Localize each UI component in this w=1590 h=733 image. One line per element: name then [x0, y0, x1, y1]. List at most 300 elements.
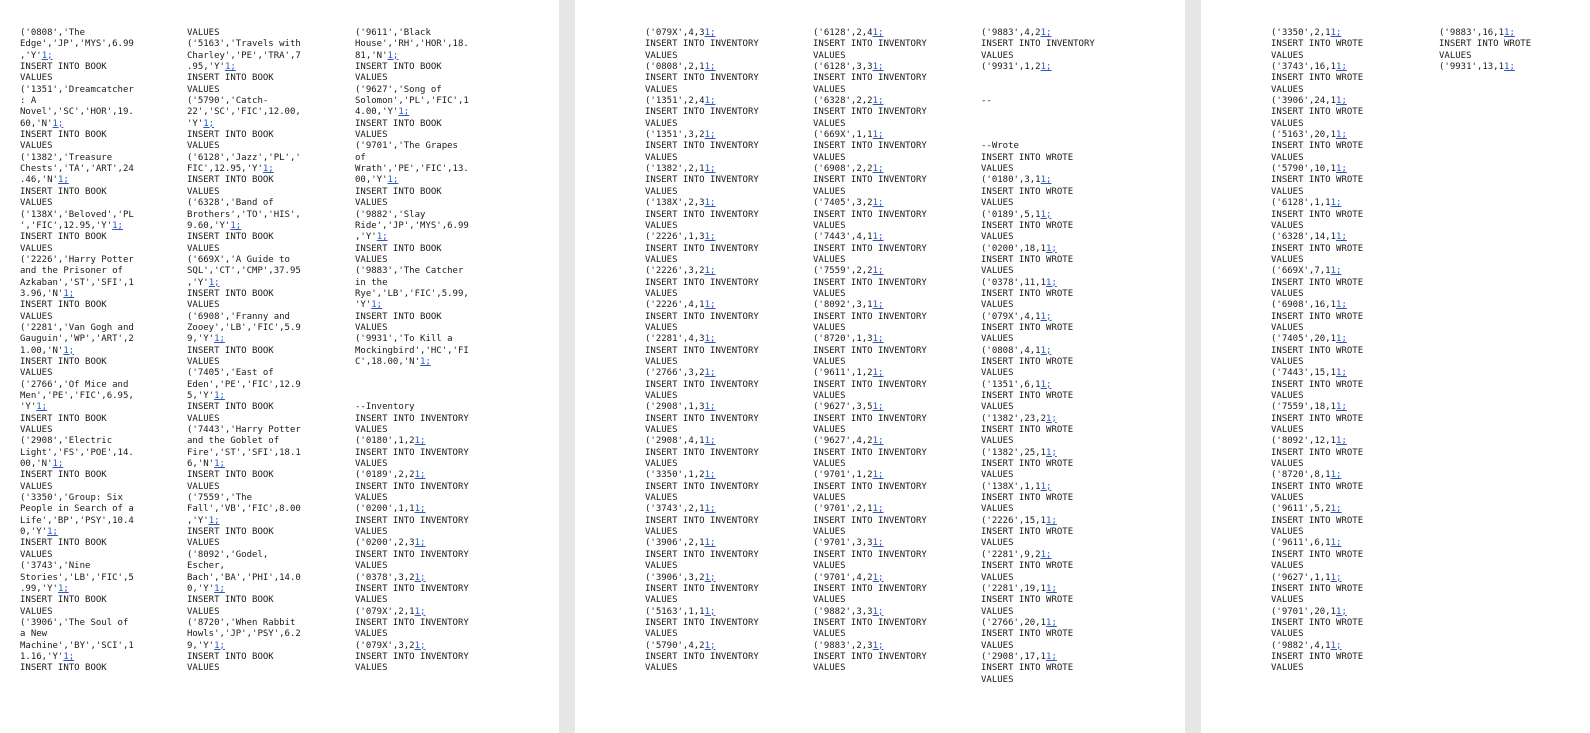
- statement-terminator-link[interactable]: 1;: [1040, 549, 1052, 560]
- code-line: [355, 346, 469, 357]
- code-text: ('6128','Jazz','PL',': [187, 152, 301, 163]
- code-line: [981, 278, 1095, 289]
- code-line: [355, 51, 469, 62]
- statement-terminator-link[interactable]: 1;: [872, 96, 884, 107]
- code-text: Zooey','LB','FIC',5.9: [187, 322, 301, 333]
- statement-terminator-link[interactable]: 1;: [1330, 28, 1342, 38]
- statement-terminator-link[interactable]: 1;: [1330, 504, 1342, 515]
- code-line: [20, 334, 134, 345]
- code-text: INSERT INTO WROTE: [981, 459, 1074, 470]
- code-text: VALUES: [645, 220, 678, 231]
- code-line: [1271, 39, 1363, 50]
- code-line: [813, 141, 927, 152]
- code-text: Edge','JP','MYS',6.99: [20, 39, 134, 50]
- statement-terminator-link[interactable]: 1;: [872, 62, 884, 73]
- statement-terminator-link[interactable]: 1;: [872, 640, 884, 651]
- code-line: [187, 573, 301, 584]
- code-line: [355, 459, 469, 470]
- code-line: [813, 391, 927, 402]
- statement-terminator-link[interactable]: 1;: [1046, 583, 1057, 594]
- statement-terminator-link[interactable]: 1;: [704, 62, 716, 73]
- statement-terminator-link[interactable]: 1;: [230, 220, 242, 231]
- code-line: [355, 175, 469, 186]
- statement-terminator-link[interactable]: 1;: [1046, 651, 1057, 662]
- code-line: [645, 493, 759, 504]
- code-line: [981, 164, 1095, 175]
- statement-terminator-link[interactable]: 1;: [1040, 209, 1052, 220]
- code-line: [1439, 39, 1531, 50]
- code-text: ('8720',1,3: [813, 334, 873, 345]
- statement-terminator-link[interactable]: 1;: [1040, 311, 1052, 322]
- code-line: [187, 538, 301, 549]
- code-line: [813, 255, 927, 266]
- code-line: [355, 357, 469, 368]
- code-text: ('1382','Treasure: [20, 152, 113, 163]
- code-line: [1271, 504, 1363, 515]
- statement-terminator-link[interactable]: 1;: [414, 572, 426, 583]
- code-text: ('9701',3,3: [813, 538, 873, 549]
- code-text: INSERT INTO BOOK: [187, 651, 274, 662]
- statement-terminator-link[interactable]: 1;: [704, 266, 716, 277]
- code-text: 9.60,'Y': [187, 220, 231, 231]
- code-text: 0,'Y': [187, 583, 215, 594]
- code-text: INSERT INTO WROTE: [1271, 243, 1364, 254]
- statement-terminator-link[interactable]: 1;: [872, 164, 884, 175]
- code-line: [355, 107, 469, 118]
- code-text: INSERT INTO WROTE: [1271, 651, 1364, 662]
- code-text: VALUES: [981, 436, 1014, 447]
- statement-terminator-link[interactable]: 1;: [1046, 515, 1057, 526]
- statement-terminator-link[interactable]: 1;: [872, 28, 884, 38]
- statement-terminator-link[interactable]: 1;: [872, 402, 884, 413]
- code-line: [645, 391, 759, 402]
- code-line: [1271, 368, 1363, 379]
- code-line: [813, 312, 927, 323]
- code-text: ('5163','Travels with: [187, 39, 301, 50]
- statement-terminator-link[interactable]: 1;: [872, 368, 884, 379]
- statement-terminator-link[interactable]: 1;: [376, 232, 388, 243]
- statement-terminator-link[interactable]: 1;: [704, 164, 716, 175]
- statement-terminator-link[interactable]: 1;: [1046, 413, 1057, 424]
- statement-terminator-link[interactable]: 1;: [704, 402, 716, 413]
- statement-terminator-link[interactable]: 1;: [1330, 640, 1342, 651]
- statement-terminator-link[interactable]: 1;: [214, 334, 225, 345]
- code-text: Stories','LB','FIC',5: [20, 572, 134, 583]
- code-text: INSERT INTO INVENTORY: [355, 481, 469, 492]
- code-line: [981, 232, 1095, 243]
- code-line: [20, 39, 134, 50]
- statement-terminator-link[interactable]: 1;: [224, 62, 236, 73]
- code-text: ('6908','Franny and: [187, 311, 290, 322]
- code-text: ('2908',1,3: [645, 402, 705, 413]
- statement-terminator-link[interactable]: 1;: [52, 118, 64, 129]
- statement-terminator-link[interactable]: 1;: [52, 459, 64, 470]
- code-line: [20, 323, 134, 334]
- code-text: 6,'N': [187, 459, 215, 470]
- statement-terminator-link[interactable]: 1;: [1336, 436, 1347, 447]
- code-line: [355, 289, 469, 300]
- code-text: INSERT INTO INVENTORY: [645, 141, 759, 152]
- code-line: [1271, 62, 1363, 73]
- code-line: [187, 62, 301, 73]
- code-text: Azkaban','ST','SFI',1: [20, 277, 134, 288]
- statement-terminator-link[interactable]: 1;: [872, 130, 884, 141]
- code-text: ('9701',20,1: [1271, 606, 1337, 617]
- code-text: VALUES: [355, 322, 388, 333]
- code-text: VALUES: [813, 220, 846, 231]
- statement-terminator-link[interactable]: 1;: [1040, 481, 1052, 492]
- statement-terminator-link[interactable]: 1;: [1046, 447, 1057, 458]
- code-text: INSERT INTO WROTE: [1271, 311, 1364, 322]
- code-text: VALUES: [645, 322, 678, 333]
- code-text: ('8720','When Rabbit: [187, 617, 296, 628]
- code-line: [813, 538, 927, 549]
- code-line: [1271, 391, 1363, 402]
- statement-terminator-link[interactable]: 1;: [872, 334, 884, 345]
- statement-terminator-link[interactable]: 1;: [704, 232, 716, 243]
- code-text: INSERT INTO BOOK: [187, 402, 274, 413]
- statement-terminator-link[interactable]: 1;: [214, 459, 225, 470]
- code-text: INSERT INTO WROTE: [1271, 209, 1364, 220]
- code-text: VALUES: [20, 141, 53, 152]
- statement-terminator-link[interactable]: 1;: [1336, 62, 1347, 73]
- code-text: VALUES: [1271, 186, 1304, 197]
- statement-terminator-link[interactable]: 1;: [1336, 232, 1347, 243]
- code-line: [645, 28, 759, 39]
- statement-terminator-link[interactable]: 1;: [1040, 175, 1052, 186]
- statement-terminator-link[interactable]: 1;: [704, 300, 716, 311]
- code-text: Rye','LB','FIC',5.99,: [355, 288, 469, 299]
- code-text: ('7443',4,1: [813, 232, 873, 243]
- code-line: [1271, 153, 1363, 164]
- code-text: ('9627',1,1: [1271, 572, 1331, 583]
- statement-terminator-link[interactable]: 1;: [112, 220, 123, 231]
- code-line: [355, 153, 469, 164]
- code-text: ('8092','Godel,: [187, 549, 269, 560]
- code-line: [645, 51, 759, 62]
- statement-terminator-link[interactable]: 1;: [1330, 538, 1342, 549]
- statement-terminator-link[interactable]: 1;: [704, 538, 716, 549]
- code-text: INSERT INTO INVENTORY: [645, 515, 759, 526]
- statement-terminator-link[interactable]: 1;: [414, 436, 426, 447]
- statement-terminator-link[interactable]: 1;: [1040, 379, 1052, 390]
- code-text: VALUES: [1439, 50, 1472, 61]
- code-line: [981, 73, 1095, 84]
- code-line: [355, 618, 469, 629]
- code-line: [20, 28, 134, 39]
- statement-terminator-link[interactable]: 1;: [704, 572, 716, 583]
- code-line: [1271, 28, 1363, 39]
- statement-terminator-link[interactable]: 1;: [1336, 130, 1347, 141]
- code-text: ('079X',3,2: [355, 640, 415, 651]
- statement-terminator-link[interactable]: 1;: [57, 175, 69, 186]
- code-text: VALUES: [981, 640, 1014, 651]
- statement-terminator-link[interactable]: 1;: [214, 391, 225, 401]
- code-text: --Wrote: [981, 141, 1019, 152]
- code-line: [20, 641, 134, 652]
- code-line: [1271, 107, 1363, 118]
- code-text: ('9611','Black: [355, 28, 431, 38]
- statement-terminator-link[interactable]: 1;: [1336, 402, 1347, 413]
- code-text: INSERT INTO BOOK: [355, 243, 442, 254]
- code-text: Mockingbird','HC','FI: [355, 345, 469, 356]
- statement-terminator-link[interactable]: 1;: [1330, 198, 1342, 209]
- code-text: INSERT INTO INVENTORY: [355, 549, 469, 560]
- statement-terminator-link[interactable]: 1;: [1504, 28, 1515, 38]
- code-line: [813, 278, 927, 289]
- code-text: ('3350',2,1: [1271, 28, 1331, 38]
- code-text: VALUES: [355, 459, 388, 470]
- code-line: [20, 414, 134, 425]
- code-text: INSERT INTO INVENTORY: [645, 311, 759, 322]
- code-text: INSERT INTO WROTE: [1271, 107, 1364, 118]
- statement-terminator-link[interactable]: 1;: [1336, 334, 1347, 345]
- code-text: VALUES: [1271, 561, 1304, 572]
- code-line: [1271, 346, 1363, 357]
- code-line: [20, 312, 134, 323]
- statement-terminator-link[interactable]: 1;: [203, 118, 215, 129]
- statement-terminator-link[interactable]: 1;: [1046, 617, 1057, 628]
- code-line: [645, 470, 759, 481]
- code-line: [355, 368, 469, 379]
- code-line: [1271, 357, 1363, 368]
- code-text: ('669X',1,1: [813, 130, 873, 141]
- statement-terminator-link[interactable]: 1;: [414, 640, 426, 651]
- statement-terminator-link[interactable]: 1;: [704, 470, 716, 481]
- statement-terminator-link[interactable]: 1;: [704, 28, 716, 38]
- statement-terminator-link[interactable]: 1;: [704, 96, 716, 107]
- code-line: [645, 607, 759, 618]
- code-text: INSERT INTO INVENTORY: [645, 413, 759, 424]
- code-text: ('0180',1,2: [355, 436, 415, 447]
- code-text: VALUES: [645, 288, 678, 299]
- statement-terminator-link[interactable]: 1;: [704, 334, 716, 345]
- statement-terminator-link[interactable]: 1;: [208, 515, 220, 526]
- code-line: [355, 119, 469, 130]
- code-line: [20, 561, 134, 572]
- statement-terminator-link[interactable]: 1;: [41, 50, 53, 61]
- code-line: [20, 107, 134, 118]
- statement-terminator-link[interactable]: 1;: [1336, 606, 1347, 617]
- statement-terminator-link[interactable]: 1;: [371, 300, 383, 311]
- statement-terminator-link[interactable]: 1;: [704, 130, 716, 141]
- code-text: INSERT INTO INVENTORY: [813, 651, 927, 662]
- code-line: [1271, 85, 1363, 96]
- code-line: [813, 663, 927, 674]
- statement-terminator-link[interactable]: 1;: [57, 583, 69, 594]
- statement-terminator-link[interactable]: 1;: [704, 436, 716, 447]
- statement-terminator-link[interactable]: 1;: [1046, 243, 1057, 254]
- code-line: [645, 346, 759, 357]
- code-line: [813, 175, 927, 186]
- statement-terminator-link[interactable]: 1;: [1336, 96, 1347, 107]
- code-line: [645, 198, 759, 209]
- statement-terminator-link[interactable]: 1;: [387, 50, 399, 61]
- statement-terminator-link[interactable]: 1;: [872, 470, 884, 481]
- code-line: [813, 414, 927, 425]
- code-line: [1271, 96, 1363, 107]
- statement-terminator-link[interactable]: 1;: [36, 402, 48, 413]
- code-line: [187, 153, 301, 164]
- statement-terminator-link[interactable]: 1;: [47, 527, 58, 538]
- statement-terminator-link[interactable]: 1;: [398, 107, 410, 118]
- statement-terminator-link[interactable]: 1;: [414, 606, 426, 617]
- statement-terminator-link[interactable]: 1;: [414, 504, 426, 515]
- code-text: ('0808',4,1: [981, 345, 1041, 356]
- code-text: VALUES: [813, 152, 846, 163]
- statement-terminator-link[interactable]: 1;: [1336, 368, 1347, 379]
- statement-terminator-link[interactable]: 1;: [262, 164, 274, 175]
- code-text: VALUES: [645, 391, 678, 401]
- code-line: [187, 85, 301, 96]
- code-text: VALUES: [1271, 152, 1304, 163]
- code-text: INSERT INTO INVENTORY: [645, 345, 759, 356]
- code-text: INSERT INTO INVENTORY: [645, 549, 759, 560]
- code-line: [20, 85, 134, 96]
- code-line: [355, 380, 469, 391]
- code-text: VALUES: [981, 300, 1014, 311]
- code-line: [20, 436, 134, 447]
- code-line: [355, 300, 469, 311]
- code-text: ('0808',2,1: [645, 62, 705, 73]
- code-text: ('0808','The: [20, 28, 86, 38]
- code-text: VALUES: [20, 425, 53, 436]
- code-text: ('5163',20,1: [1271, 130, 1337, 141]
- statement-terminator-link[interactable]: 1;: [214, 640, 225, 651]
- code-text: VALUES: [645, 152, 678, 163]
- code-line: [1271, 175, 1363, 186]
- code-text: INSERT INTO WROTE: [1271, 379, 1364, 390]
- code-text: INSERT INTO WROTE: [1271, 583, 1364, 594]
- statement-terminator-link[interactable]: 1;: [704, 606, 716, 617]
- statement-terminator-link[interactable]: 1;: [1336, 164, 1347, 175]
- code-line: [645, 39, 759, 50]
- code-line: [981, 300, 1095, 311]
- code-line: [187, 244, 301, 255]
- statement-terminator-link[interactable]: 1;: [872, 436, 884, 447]
- statement-terminator-link[interactable]: 1;: [704, 198, 716, 209]
- statement-terminator-link[interactable]: 1;: [704, 504, 716, 515]
- code-line: [981, 584, 1095, 595]
- code-line: [1271, 312, 1363, 323]
- code-line: [645, 73, 759, 84]
- statement-terminator-link[interactable]: 1;: [1504, 62, 1515, 73]
- statement-terminator-link[interactable]: 1;: [1040, 28, 1052, 38]
- statement-terminator-link[interactable]: 1;: [1046, 277, 1057, 288]
- statement-terminator-link[interactable]: 1;: [387, 175, 399, 186]
- code-line: [813, 85, 927, 96]
- code-text: 4.00,'Y': [355, 107, 399, 118]
- statement-terminator-link[interactable]: 1;: [1330, 470, 1342, 481]
- code-text: VALUES: [813, 459, 846, 470]
- code-line: [645, 210, 759, 221]
- statement-terminator-link[interactable]: 1;: [872, 266, 884, 277]
- code-line: [20, 96, 134, 107]
- code-text: INSERT INTO WROTE: [981, 425, 1074, 436]
- statement-terminator-link[interactable]: 1;: [872, 572, 884, 583]
- code-text: VALUES: [645, 459, 678, 470]
- code-line: [355, 482, 469, 493]
- statement-terminator-link[interactable]: 1;: [1040, 62, 1052, 73]
- code-text: VALUES: [981, 334, 1014, 345]
- code-line: [355, 652, 469, 663]
- code-line: [1271, 289, 1363, 300]
- statement-terminator-link[interactable]: 1;: [1040, 345, 1052, 356]
- statement-terminator-link[interactable]: 1;: [1330, 266, 1342, 277]
- code-text: House','RH','HOR',18.: [355, 39, 469, 50]
- code-text: ('3743',16,1: [1271, 62, 1337, 73]
- code-text: INSERT INTO WROTE: [1271, 141, 1364, 152]
- statement-terminator-link[interactable]: 1;: [704, 640, 716, 651]
- code-line: [645, 85, 759, 96]
- code-line: [355, 278, 469, 289]
- code-text: INSERT INTO WROTE: [981, 595, 1074, 606]
- statement-terminator-link[interactable]: 1;: [420, 356, 431, 367]
- code-text: ('9627',4,2: [813, 436, 873, 447]
- code-text: VALUES: [1271, 425, 1304, 436]
- code-line: [981, 504, 1095, 515]
- code-line: [813, 436, 927, 447]
- code-text: VALUES: [355, 629, 388, 640]
- code-text: VALUES: [1271, 118, 1304, 129]
- code-text: ('0180',3,1: [981, 175, 1041, 186]
- code-line: [20, 607, 134, 618]
- code-line: [187, 255, 301, 266]
- code-text: ('7405',3,2: [813, 198, 873, 209]
- statement-terminator-link[interactable]: 1;: [704, 368, 716, 379]
- statement-terminator-link[interactable]: 1;: [872, 232, 884, 243]
- code-text: ('2908',17,1: [981, 651, 1047, 662]
- code-text: ('9883','The Catcher: [355, 266, 464, 277]
- code-line: [813, 550, 927, 561]
- code-line: [1271, 641, 1363, 652]
- code-line: [187, 425, 301, 436]
- statement-terminator-link[interactable]: 1;: [63, 288, 75, 299]
- statement-terminator-link[interactable]: 1;: [872, 538, 884, 549]
- statement-terminator-link[interactable]: 1;: [414, 470, 426, 481]
- code-text: 60,'N': [20, 118, 53, 129]
- code-line: [645, 323, 759, 334]
- code-text: VALUES: [355, 254, 388, 265]
- code-text: 9,'Y': [187, 334, 215, 345]
- code-line: [355, 85, 469, 96]
- code-line: [355, 448, 469, 459]
- code-line: [645, 153, 759, 164]
- code-line: [187, 73, 301, 84]
- code-line: [355, 561, 469, 572]
- code-line: [813, 607, 927, 618]
- code-line: [355, 493, 469, 504]
- statement-terminator-link[interactable]: 1;: [872, 300, 884, 311]
- statement-terminator-link[interactable]: 1;: [63, 345, 75, 356]
- code-text: ('6128',1,1: [1271, 198, 1331, 209]
- statement-terminator-link[interactable]: 1;: [214, 583, 225, 594]
- statement-terminator-link[interactable]: 1;: [872, 606, 884, 617]
- statement-terminator-link[interactable]: 1;: [208, 277, 220, 288]
- statement-terminator-link[interactable]: 1;: [872, 504, 884, 515]
- code-line: [645, 96, 759, 107]
- statement-terminator-link[interactable]: 1;: [1330, 572, 1342, 583]
- statement-terminator-link[interactable]: 1;: [872, 198, 884, 209]
- code-line: [981, 538, 1095, 549]
- code-line: [645, 119, 759, 130]
- code-text: ('9931',1,2: [981, 62, 1041, 73]
- statement-terminator-link[interactable]: 1;: [414, 538, 426, 549]
- statement-terminator-link[interactable]: 1;: [1336, 300, 1347, 311]
- statement-terminator-link[interactable]: 1;: [63, 651, 75, 662]
- code-line: [1271, 595, 1363, 606]
- code-text: VALUES: [813, 84, 846, 95]
